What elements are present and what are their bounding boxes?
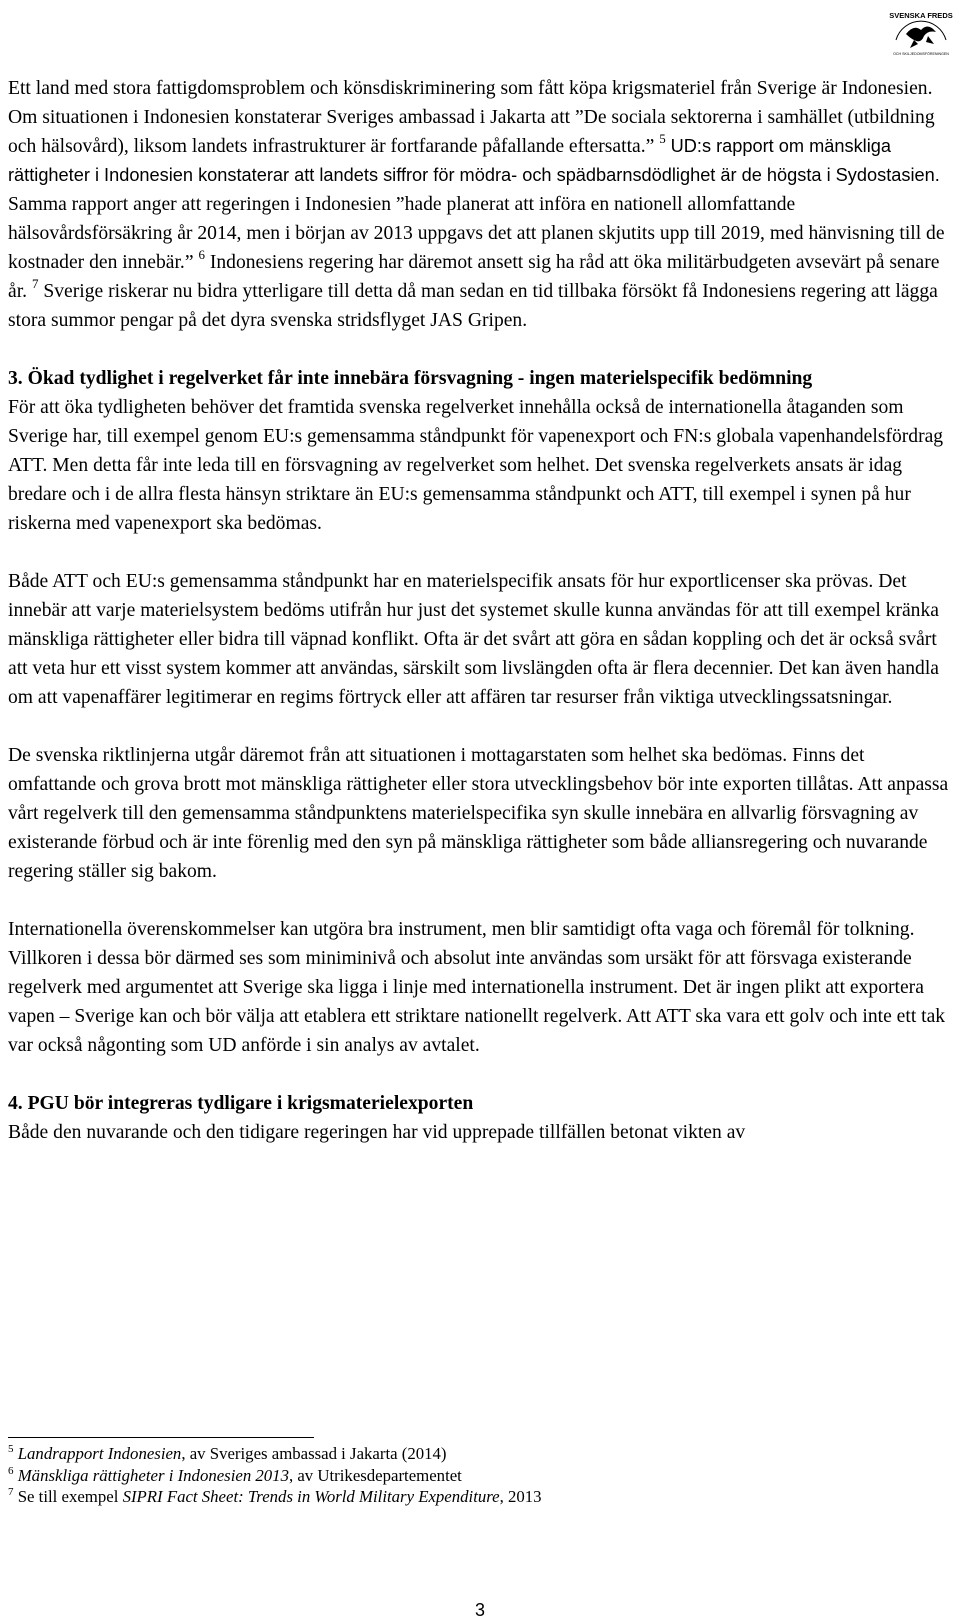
footnote-number: 5 xyxy=(8,1443,14,1455)
footnote-number: 7 xyxy=(8,1486,14,1498)
paragraph-indonesia xyxy=(8,74,956,335)
text-segment-sans: UD:s rapport om mänskliga rättigheter i Indonesien konstaterar att landets siffror för mödra- och spädbarnsdödlighet är de högsta i Sydostasien. xyxy=(8,136,940,185)
document-body xyxy=(8,74,956,1147)
footnote-text: , av Sveriges ambassad i Jakarta (2014) xyxy=(181,1444,447,1463)
section-4-heading: 4. PGU bör integreras tydligare i krigsmaterielexporten xyxy=(8,1093,474,1114)
footnote-6 xyxy=(8,1465,948,1487)
text-segment: Indonesiens regering har däremot ansett sig ha råd att öka militärbudgeten avsevärt på senare år. xyxy=(8,252,940,302)
footnote-title: Mänskliga rättigheter i Indonesien 2013 xyxy=(17,1465,289,1485)
footnote-ref-6: 6 xyxy=(198,247,205,262)
footnote-7 xyxy=(8,1486,948,1508)
section-3-paragraph: För att öka tydligheten behöver det framtida svenska regelverket innehålla också de internationella åtaganden som Sverige har, till exempel genom EU:s gemensamma ståndpunkt för vapenexport och FN:s globala vapenhandelsfördrag ATT. Men detta får inte leda till en försvagning av regelverket som helhet. Det svenska regelverkets ansats är idag bredare och i de allra flesta hänsyn striktare än EU:s gemensamma ståndpunkt och ATT, till exempel i synen på hur riskerna med vapenexport ska bedömas. xyxy=(8,397,944,534)
footnote-5 xyxy=(8,1443,948,1465)
footnote-text: , av Utrikesdepartementet xyxy=(288,1465,462,1485)
text-segment: Samma rapport anger att regeringen i Indonesien ”hade planerat att införa en nationell allomfattande hälsovårdsförsäkring år 2014, men i början av 2013 uppgavs det att planen skjutits upp till 2019, med hänvisning till de kostnader den innebär.” xyxy=(8,194,945,273)
logo-subtext: OCH SKILJEDOMSFÖRENINGEN xyxy=(893,52,949,56)
logo-text: SVENSKA FREDS xyxy=(889,11,953,20)
footnote-ref-5: 5 xyxy=(659,131,666,146)
text-segment: Ett land med stora fattigdomsproblem och könsdiskriminering som fått köpa krigsmateriel från Sverige är Indonesien. Om situationen i Indonesien konstaterar Sveriges ambassad i Jakarta att ”De sociala sektorerna i samhället (utbildning och hälsovård), liksom landets infrastrukturer är fortfarande påfallande eftersatta.” xyxy=(8,78,935,157)
footnote-title: SIPRI Fact Sheet: Trends in World Military Expenditure xyxy=(122,1487,500,1506)
dove-logo-icon xyxy=(884,0,958,58)
organization-logo xyxy=(884,0,958,58)
footnote-text: Se till exempel xyxy=(17,1487,123,1506)
footnotes xyxy=(8,1443,948,1508)
section-3-paragraph: Både ATT och EU:s gemensamma ståndpunkt har en materielspecifik ansats för hur exportlicenser ska prövas. Det innebär att varje materielsystem bedöms utifrån hur just det systemet skulle kunna användas för att till exempel kränka mänskliga rättigheter eller bidra till väpnad konflikt. Ofta är det svårt att göra en sådan koppling och det är också svårt att veta hur ett visst system kommer att användas, särskilt som livslängden ofta är flera decennier. Det kan även handla om att vapenaffärer legitimerar en regims förtryck eller att affären tar resurser från viktiga utvecklingssatsningar. xyxy=(8,571,939,708)
section-3-paragraph: De svenska riktlinjerna utgår däremot från att situationen i mottagarstaten som helhet ska bedömas. Finns det omfattande och grova brott mot mänskliga rättigheter eller stora utvecklingsbehov bör inte exporten tillåtas. Att anpassa vårt regelverk till den gemensamma ståndpunktens materielspecifika syn skulle innebära en allvarlig försvagning av existerande förbud och är inte förenlig med den syn på mänskliga rättigheter som både alliansregering och nuvarande regering ställer sig bakom. xyxy=(8,745,949,882)
text-segment: Sverige riskerar nu bidra ytterligare till detta då man sedan en tid tillbaka försökt få Indonesiens regering att lägga stora summor pengar på det dyra svenska stridsflyget JAS Gripen. xyxy=(8,281,938,331)
section-4-paragraph: Både den nuvarande och den tidigare regeringen har vid upprepade tillfällen betonat vikten av xyxy=(8,1122,746,1143)
footnote-number: 6 xyxy=(8,1464,14,1477)
footnote-divider xyxy=(8,1437,314,1438)
section-3-heading: 3. Ökad tydlighet i regelverket får inte innebära försvagning - ingen materielspecifik bedömning xyxy=(8,368,813,389)
section-3-paragraph: Internationella överenskommelser kan utgöra bra instrument, men blir samtidigt ofta vaga och föremål för tolkning. Villkoren i dessa bör därmed ses som miniminivå och absolut inte användas som ursäkt för att försvaga existerande regelverk med argumentet att Sverige ska ligga i linje med internationella instrument. Det är ingen plikt att exportera vapen – Sverige kan och bör välja att etablera ett striktare nationellt regelverk. Att ATT ska vara ett golv och inte ett tak var också någonting som UD anförde i sin analys av avtalet. xyxy=(8,919,946,1056)
footnote-title: Landrapport Indonesien xyxy=(17,1444,182,1463)
footnote-text: , 2013 xyxy=(499,1487,542,1506)
page-number: 3 xyxy=(474,1600,485,1620)
footnote-ref-7: 7 xyxy=(31,276,39,291)
